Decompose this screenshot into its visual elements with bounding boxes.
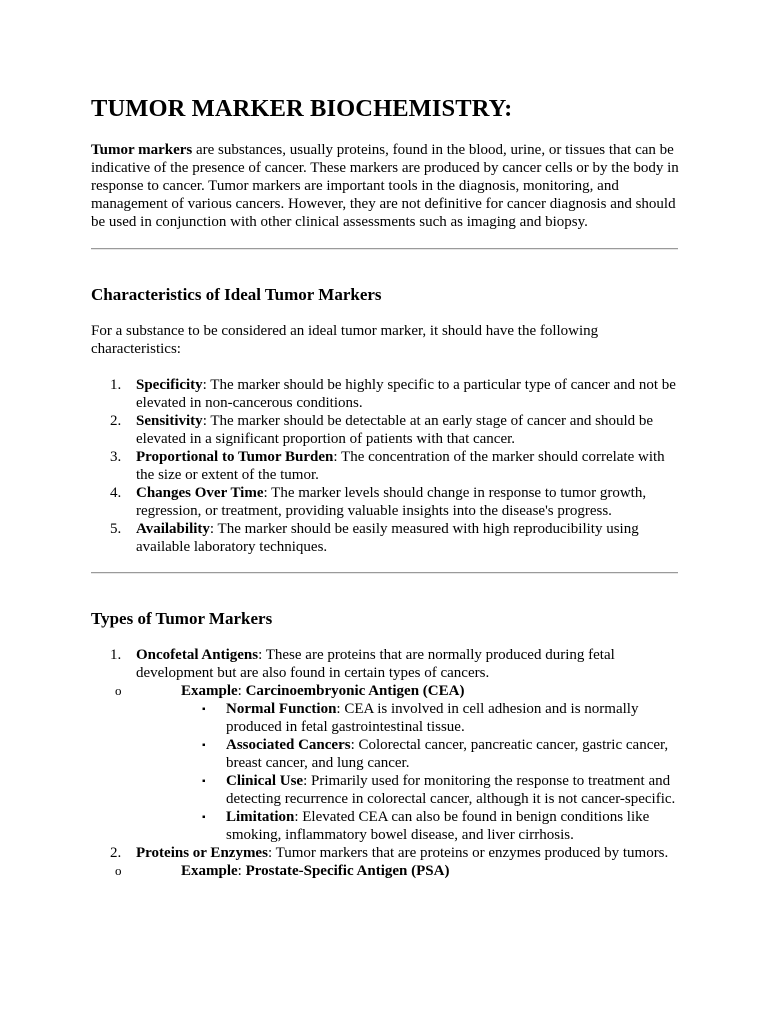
detail-item: ▪ Associated Cancers: Colorectal cancer, pancreatic cancer, gastric cancer, breast cancer, and lung cancer. <box>202 737 669 771</box>
detail-item: ▪ Normal Function: CEA is involved in cell adhesion and is normally produced in fetal gastrointestinal tissue. <box>202 701 639 735</box>
square-bullet-icon: ▪ <box>202 776 206 787</box>
intro-text: are substances, usually proteins, found in the blood, urine, or tissues that can be indicative of the presence of cancer. These markers are produced by cancer cells or by the body in response to cancer. Tumor markers are important tools in the diagnosis, monitoring, and management of various cancers. However, they are not definitive for cancer diagnosis and should be used in conjunction with other clinical assessments such as imaging and biopsy. <box>91 142 679 230</box>
square-bullet-icon: ▪ <box>202 812 206 823</box>
detail-item: ▪ Limitation: Elevated CEA can also be found in benign conditions like smoking, inflammatory bowel disease, and liver cirrhosis. <box>202 809 650 843</box>
types-list <box>91 646 681 880</box>
example-item: o Example: Carcinoembryonic Antigen (CEA) <box>115 683 465 699</box>
list-item: 2. Proteins or Enzymes: Tumor markers that are proteins or enzymes produced by tumors. <box>110 845 669 861</box>
square-bullet-icon: ▪ <box>202 740 206 751</box>
detail-item: ▪ Clinical Use: Primarily used for monitoring the response to treatment and detecting recurrence in colorectal cancer, although it is not cancer-specific. <box>202 773 676 807</box>
section-heading-types: Types of Tumor Markers <box>91 609 273 628</box>
list-item: 2. Sensitivity: The marker should be detectable at an early stage of cancer and should be elevated in a significant proportion of patients with that cancer. <box>110 413 654 447</box>
circle-bullet-icon: o <box>115 683 122 698</box>
intro-paragraph <box>91 141 681 231</box>
intro-bold-term: Tumor markers <box>91 142 193 158</box>
section-heading-characteristics: Characteristics of Ideal Tumor Markers <box>91 285 382 304</box>
list-item: 1. Oncofetal Antigens: These are proteins that are normally produced during fetal development but are also found in certain types of cancers. <box>110 647 615 681</box>
list-item: 3. Proportional to Tumor Burden: The concentration of the marker should correlate with the size or extent of the tumor. <box>110 449 665 483</box>
circle-bullet-icon: o <box>115 863 122 878</box>
document-title: TUMOR MARKER BIOCHEMISTRY: <box>91 95 513 122</box>
square-bullet-icon: ▪ <box>202 704 206 715</box>
divider-2 <box>91 572 678 574</box>
list-item: 4. Changes Over Time: The marker levels should change in response to tumor growth, regression, or treatment, providing valuable insights into the disease's progress. <box>110 485 647 519</box>
list-item: 5. Availability: The marker should be easily measured with high reproducibility using available laboratory techniques. <box>110 521 639 555</box>
example-item: o Example: Prostate-Specific Antigen (PSA) <box>115 863 450 879</box>
divider-1 <box>91 248 678 250</box>
list-item: 1. Specificity: The marker should be highly specific to a particular type of cancer and not be elevated in non-cancerous conditions. <box>110 377 676 411</box>
characteristics-list <box>91 376 681 556</box>
characteristics-lead: For a substance to be considered an ideal tumor marker, it should have the following characteristics: <box>91 323 599 357</box>
